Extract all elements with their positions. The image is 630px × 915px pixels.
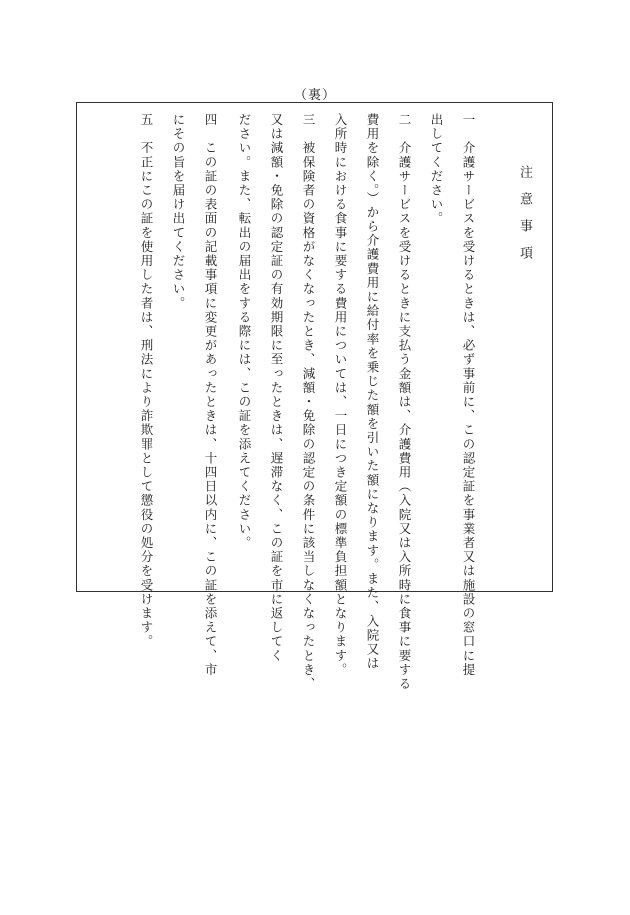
notice-item-4-line-2: にその旨を届け出てください。 xyxy=(171,113,186,311)
notice-box xyxy=(76,102,553,692)
notice-item-2-line-3: 入所時における食事に要する費用については、一日につき定額の標準負担額となります。 xyxy=(333,113,348,677)
notice-item-3-line-2: 又は減額・免除の認定証の有効期限に至ったときは、遅滞なく、この証を市に返してく xyxy=(269,113,284,663)
notice-item-1-line-2: 出してください。 xyxy=(429,113,444,226)
notice-item-2-line-2: 費用を除く。）から介護費用に給付率を乗じた額を引いた額になります。また、入院又は xyxy=(365,113,380,671)
back-side-label: （裏） xyxy=(293,88,336,103)
notice-item-5-line-1: 五 不正にこの証を使用した者は、刑法により詐欺罪として懲役の処分を受けます。 xyxy=(139,113,154,649)
notice-item-3-line-3: ださい。また、転出の届出をする際には、この証を添えてください。 xyxy=(237,113,252,551)
notice-item-2-line-1: 二 介護サービスを受けるときに支払う金額は、介護費用（入院又は入所時に食事に要する xyxy=(397,113,412,692)
notice-item-3-line-1: 三 被保険者の資格がなくなったとき、減額・免除の認定の条件に該当しなくなったとき、 xyxy=(301,113,316,692)
notice-title: 注意事項 xyxy=(517,165,532,273)
notice-item-1-line-1: 一 介護サービスを受けるときは、必ず事前に、この認定証を事業者又は施設の窓口に提 xyxy=(461,113,476,677)
notice-item-4-line-1: 四 この証の表面の記載事項に変更があったときは、十四日以内に、この証を添えて、市 xyxy=(203,113,218,677)
